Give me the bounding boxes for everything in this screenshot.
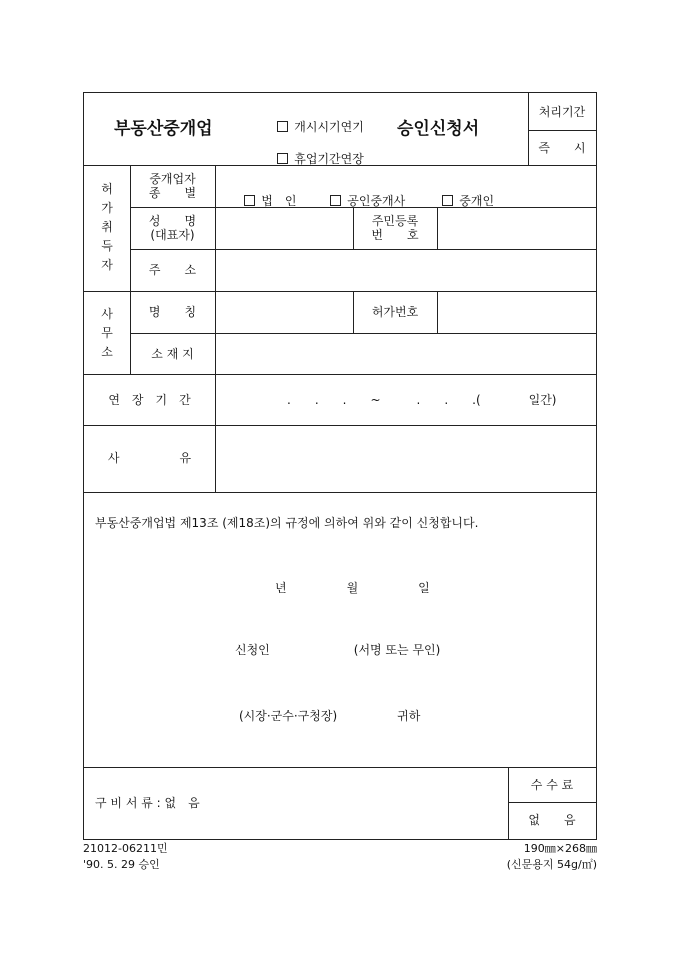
name-label: 성 명 (대표자)	[148, 214, 197, 242]
application-form	[83, 92, 597, 840]
rule-fee-mid	[508, 802, 596, 803]
checkbox-icon	[277, 153, 288, 164]
option-postpone-label: 개시시기연기	[294, 120, 364, 134]
address-label: 주 소	[148, 263, 197, 277]
resident-id-label: 주민등록 번 호	[371, 214, 419, 242]
addressee: (시장·군수·구청장) 귀하	[239, 709, 421, 723]
option-extend	[262, 138, 364, 180]
rule-processing-mid	[528, 130, 596, 131]
checkbox-icon	[277, 121, 288, 132]
fee-label: 수 수 료	[530, 778, 574, 792]
extension-period-label: 연 장 기 간	[108, 393, 191, 407]
fee-value: 없 음	[528, 813, 576, 827]
processing-period-value: 즉 시	[538, 141, 586, 155]
rule-label-col	[215, 165, 216, 492]
office-section-label: 사 무 소	[101, 307, 113, 359]
checkbox-icon	[244, 195, 255, 206]
approval-date: '90. 5. 29 승인	[83, 858, 160, 871]
license-number-label: 허가번호	[371, 305, 419, 319]
extension-period-value: . . . ~ . . .( 일간)	[287, 393, 557, 407]
paper-size: 190㎜×268㎜	[523, 842, 597, 855]
broker-type-option-broker	[427, 180, 494, 222]
processing-period-label: 처리기간	[538, 105, 586, 119]
rule-office-bottom	[84, 374, 596, 375]
broker-type-option-corporation	[229, 180, 296, 222]
broker-type-licensed-label: 공인중개사	[347, 194, 406, 208]
application-date: 년 월 일	[275, 581, 430, 595]
rule-applicant-bottom	[84, 291, 596, 292]
option-extend-label: 휴업기간연장	[294, 152, 364, 166]
applicant-section-label: 허 가 취 득 자	[101, 182, 113, 272]
rule-extension-bottom	[84, 425, 596, 426]
checkbox-icon	[330, 195, 341, 206]
applicant-signature: 신청인 (서명 또는 무인)	[235, 643, 441, 657]
statement-text: 부동산중개업법 제13조 (제18조)의 규정에 의하여 위와 같이 신청합니다.	[95, 516, 479, 530]
office-location-label: 소 재 지	[151, 347, 194, 361]
rule-reason-bottom	[84, 492, 596, 493]
paper-type: (신문용지 54g/㎡)	[506, 858, 597, 871]
rule-name-bottom	[130, 249, 596, 250]
rule-license-right	[437, 291, 438, 333]
broker-type-label: 중개업자 종 별	[148, 172, 197, 200]
form-title-right: 승인신청서	[397, 119, 480, 139]
rule-statement-bottom	[84, 767, 596, 768]
form-code: 21012-06211민	[83, 842, 168, 855]
form-title-left: 부동산중개업	[114, 119, 213, 139]
reason-label: 사 유	[107, 451, 192, 465]
required-documents: 구 비 서 류 : 없 음	[95, 796, 200, 810]
broker-type-corporation-label: 법 인	[261, 194, 297, 208]
broker-type-broker-label: 중개인	[459, 194, 495, 208]
checkbox-icon	[442, 195, 453, 206]
rule-office-mid	[130, 333, 596, 334]
office-name-label: 명 칭	[148, 305, 197, 319]
